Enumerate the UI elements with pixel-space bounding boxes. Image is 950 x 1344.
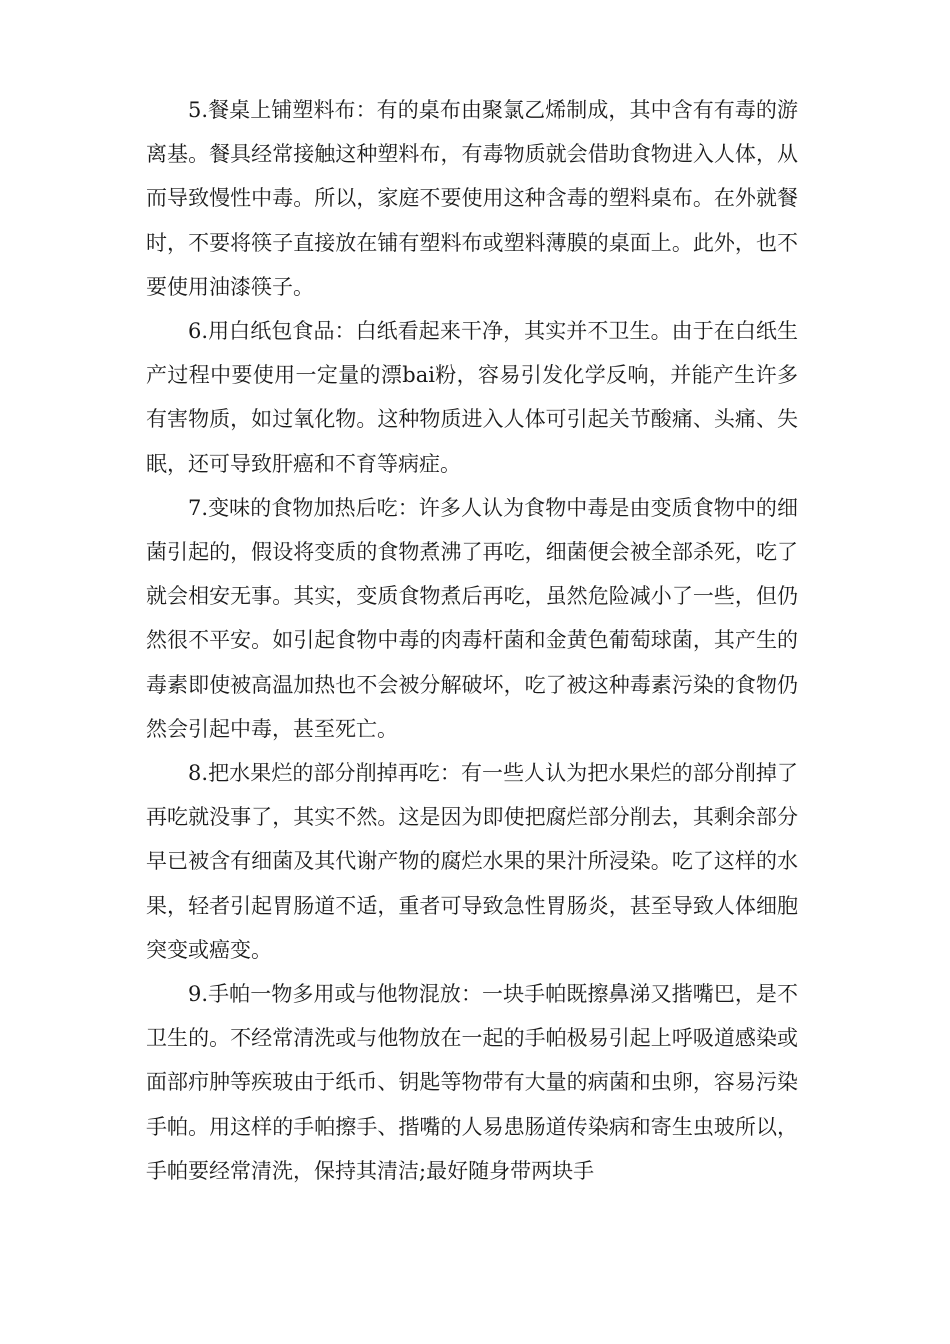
paragraph-item-5: 5.餐桌上铺塑料布：有的桌布由聚氯乙烯制成，其中含有有毒的游离基。餐具经常接触这种塑料布，有毒物质就会借助食物进入人体，从而导致慢性中毒。所以，家庭不要使用这种含毒的塑料桌布。在外就餐时，不要将筷子直接放在铺有塑料布或塑料薄膜的桌面上。此外，也不要使用油漆筷子。 (146, 98, 798, 299)
paragraph-item-7: 7.变味的食物加热后吃：许多人认为食物中毒是由变质食物中的细菌引起的，假设将变质的食物煮沸了再吃，细菌便会被全部杀死，吃了就会相安无事。其实，变质食物煮后再吃，虽然危险减小了一些，但仍然很不平安。如引起食物中毒的肉毒杆菌和金黄色葡萄球菌，其产生的毒素即使被高温加热也不会被分解破坏，吃了被这种毒素污染的食物仍然会引起中毒，甚至死亡。 (146, 495, 798, 741)
paragraph-item-8: 8.把水果烂的部分削掉再吃：有一些人认为把水果烂的部分削掉了再吃就没事了，其实不然。这是因为即使把腐烂部分削去，其剩余部分早已被含有细菌及其代谢产物的腐烂水果的果汁所浸染。吃了这样的水果，轻者引起胃肠道不适，重者可导致急性胃肠炎，甚至导致人体细胞突变或癌变。 (146, 761, 798, 962)
paragraph-item-6: 6.用白纸包食品：白纸看起来干净，其实并不卫生。由于在白纸生产过程中要使用一定量的漂bai粉，容易引发化学反响，并能产生许多有害物质，如过氧化物。这种物质进入人体可引起关节酸痛、头痛、失眠，还可导致肝癌和不育等病症。 (146, 319, 798, 476)
paragraph-item-9: 9.手帕一物多用或与他物混放：一块手帕既擦鼻涕又揩嘴巴，是不卫生的。不经常清洗或与他物放在一起的手帕极易引起上呼吸道感染或面部疖肿等疾玻由于纸币、钥匙等物带有大量的病菌和虫卵，容易污染手帕。用这样的手帕擦手、揩嘴的人易患肠道传染病和寄生虫玻所以，手帕要经常清洗，保持其清洁;最好随身带两块手 (146, 982, 798, 1183)
document-body (146, 88, 798, 1193)
